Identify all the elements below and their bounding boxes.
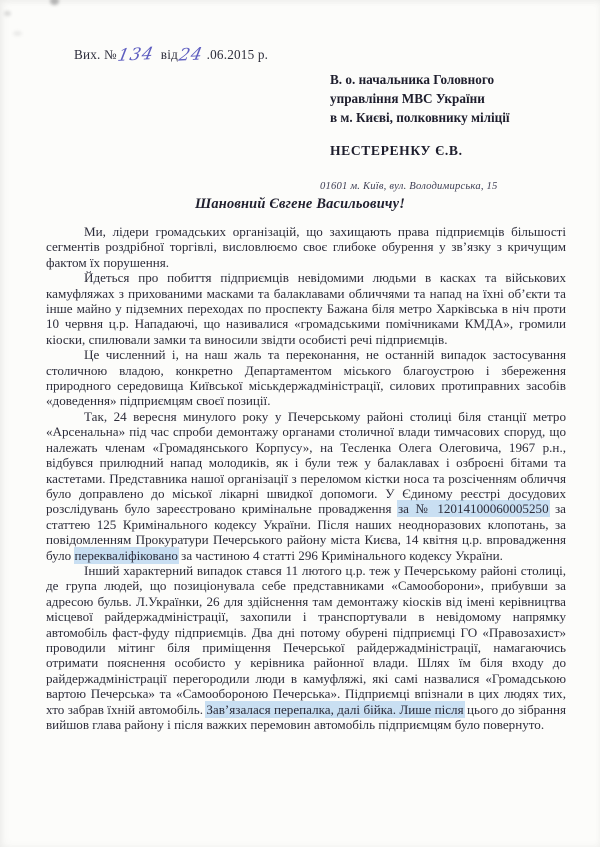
date-rest: .06.2015 р. xyxy=(206,47,269,62)
scan-artifact xyxy=(13,31,22,36)
paragraph-text: Так, 24 вересня минулого року у Печерському районі столиці біля станції метро «Арсенальна» під час спроби демонтажу органами столичної влади тимчасових споруд, що належать членам «Громадянського Корпусу», на Тесленка Олега Олеговича, 1967 р.н., відбувся прилюдний напад молодиків, як і були теж у балаклавах і озброєні бітами та кастетами. Представника нашої організації з переломом кістки носа та розсіченням обличчя було доправлено до міської лікарні швидкої допомоги. У Єдиному реєстрі досудових розслідувань було зареєстровано кримінальне провадження xyxy=(46,408,566,517)
paragraph-text: Інший характерний випадок стався 11 лютого ц.р. теж у Печерському районі столиці, де група людей, що позиціонувала себе представниками «Самооборони», прибувши за адресою бульв. Л.Українки, 26 для здійснення там демонтажу кіосків від імені керівництва місцевої райдержадміністрації, захопили і транспортували в невідомому напрямку автомобіль фаст-фуду підприємців. Два дні потому обурені підприємці ГО «Правозахист» проводили мітинг біля приміщення Печерської райдержадміністрації, намагаючись отримати пояснення особисто у керівника районної влади. Шлях їм біля входу до райдержадміністрації перегородили люди в камуфляжі, які самі назвалися «Громадською вартою Печерська» та «Самообороною Печерська». Підприємці впізнали в цих людях тих, хто забрав їхній автомобіль. xyxy=(46,562,566,717)
body-paragraph xyxy=(46,563,566,732)
date-day-handwritten: 24 xyxy=(176,44,205,66)
addressee-line: управління МВС України xyxy=(330,91,485,106)
paragraph-text: за частиною 4 статті 296 Кримінального кодексу України. xyxy=(177,547,503,563)
outgoing-number-label: Вих. № xyxy=(74,47,117,62)
paragraph-text: за статтею 125 Кримінального кодексу України. Після наших неодноразових клопотань, за повідомленням Прокуратури Печерського району міста Києва, 14 квітня ц.р. впровадження було xyxy=(46,501,566,563)
scan-artifact xyxy=(50,0,59,5)
date-label: від xyxy=(160,47,178,62)
addressee-block xyxy=(320,70,585,196)
paragraph-text: Ми, лідери громадських організацій, що захищають права підприємців більшості сегментів роздрібної торгівлі, висловлюємо своє глибоке обурення у зв’язку з кричущим фактом їх порушення. xyxy=(46,224,566,270)
outgoing-number-handwritten: 134 xyxy=(115,44,156,66)
recipient-address: 01601 м. Київ, вул. Володимирська, 15 xyxy=(320,181,498,192)
paragraph-text: Це численний і, на наш жаль та переконання, не останній випадок застосування столичною владою, конкретно Департаментом міського благоустрою і збереження природного середовища Київської міськдержадміністрації, силових протиправних засобів «доведення» підприємцям своєї позиції. xyxy=(46,347,566,409)
body-paragraph xyxy=(46,270,566,347)
scan-artifact xyxy=(4,11,11,16)
outgoing-reference-line xyxy=(74,44,269,66)
highlighted-text: за № 12014100060005250 xyxy=(397,501,549,517)
body-paragraph xyxy=(46,409,566,563)
highlighted-text: Зав’язалася перепалка, далі бійка. Лише після xyxy=(206,701,464,717)
paragraph-text: Йдеться про побиття підприємців невідомими людьми в касках та військових камуфляжах з прихованими масками та балаклавами обличчями та напад на їхні об’єкти та інше майно у підземних переходах по проспекту Бажана біля метро Харківська в ніч проти 10 червня ц.р. Нападаючі, що називалися «громадськими помічниками КМДА», громили кіоски, спилювали замки та виносили звідти особисті речі підприємців. xyxy=(46,270,566,347)
letter-body xyxy=(46,224,566,732)
body-paragraph xyxy=(46,224,566,270)
addressee-line: В. о. начальника Головного xyxy=(330,72,495,87)
body-paragraph xyxy=(46,347,566,409)
highlighted-text: перекваліфіковано xyxy=(74,547,178,563)
recipient-name: НЕСТЕРЕНКУ Є.В. xyxy=(330,143,463,158)
paragraph-text: цього до зібрання вийшов глава району і після важких перемовин автомобіль підприємцям було повернуто. xyxy=(46,701,567,732)
salutation: Шановний Євгене Васильовичу! xyxy=(194,196,406,212)
addressee-line: в м. Києві, полковнику міліції xyxy=(330,110,510,125)
